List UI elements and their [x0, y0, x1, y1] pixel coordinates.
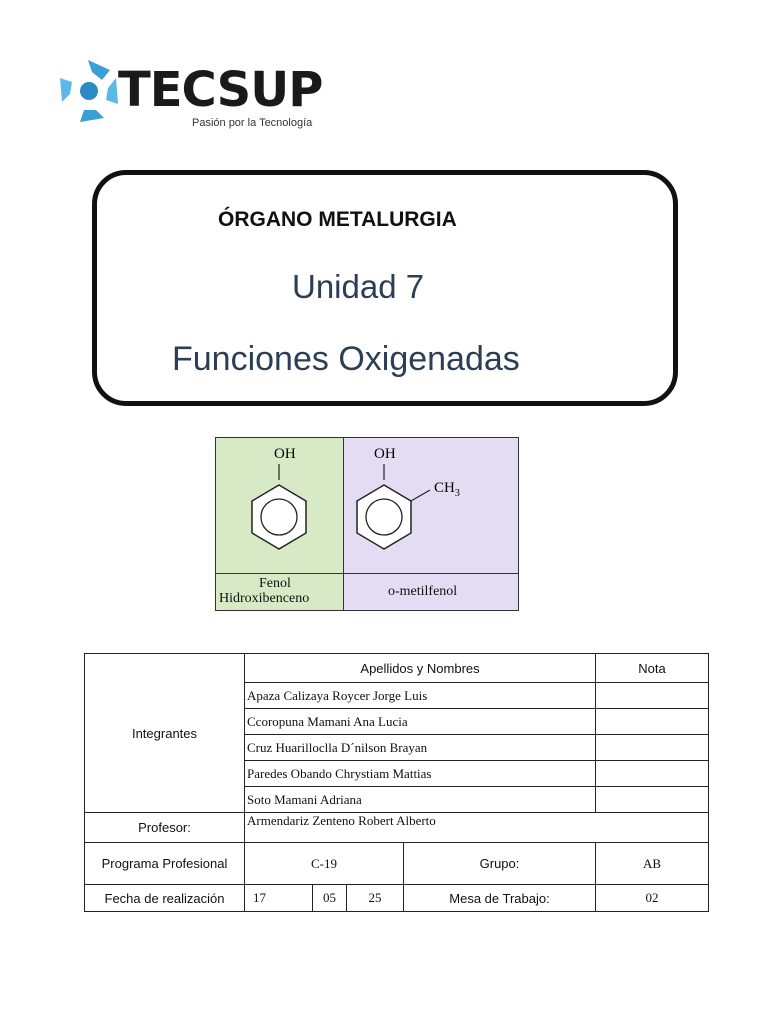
methylphenol-structure-icon [344, 438, 518, 574]
member-name: Soto Mamani Adriana [245, 787, 596, 813]
member-grade [596, 787, 709, 813]
member-name: Cruz Huarilloclla D´nilson Brayan [245, 735, 596, 761]
svg-text:OH: OH [274, 446, 296, 462]
unit-title: Unidad 7 [292, 268, 425, 305]
professor-label: Profesor: [85, 813, 245, 843]
worktable-value: 02 [596, 885, 709, 912]
topic-title: Funciones Oxigenadas [172, 340, 520, 378]
date-day: 17 [245, 885, 313, 912]
members-label: Integrantes [85, 654, 245, 813]
grade-header: Nota [596, 654, 709, 683]
methylphenol-cell [344, 438, 518, 574]
phenol-structure-icon [216, 438, 344, 574]
organ-title: ÓRGANO METALURGIA [218, 208, 457, 231]
group-label: Grupo: [404, 843, 596, 885]
member-grade [596, 761, 709, 787]
member-name: Paredes Obando Chrystiam Mattias [245, 761, 596, 787]
phenol-name: Fenol [259, 576, 291, 591]
member-name: Ccoropuna Mamani Ana Lucia [245, 709, 596, 735]
logo-tagline: Pasión por la Tecnología [192, 117, 313, 129]
methylphenol-caption: o-metilfenol [344, 574, 518, 610]
phenol-caption [216, 574, 344, 610]
svg-text:OH: OH [374, 446, 396, 462]
logo-mark-icon [60, 60, 118, 122]
professor-name: Armendariz Zenteno Robert Alberto [245, 813, 709, 843]
member-grade [596, 735, 709, 761]
program-label: Programa Profesional [85, 843, 245, 885]
member-grade [596, 683, 709, 709]
date-label: Fecha de realización [85, 885, 245, 912]
group-value: AB [596, 843, 709, 885]
structures-figure [215, 437, 519, 611]
program-value: C-19 [245, 843, 404, 885]
info-table [84, 653, 709, 912]
worktable-label: Mesa de Trabajo: [404, 885, 596, 912]
member-name: Apaza Calizaya Roycer Jorge Luis [245, 683, 596, 709]
phenol-alt-name: Hidroxibenceno [219, 591, 310, 606]
phenol-cell [216, 438, 344, 574]
date-month: 05 [313, 885, 347, 912]
logo-wordmark: TECSUP [118, 62, 323, 118]
svg-text:CH3: $CH_3$ [434, 480, 460, 499]
member-grade [596, 709, 709, 735]
date-year: 25 [347, 885, 404, 912]
names-header: Apellidos y Nombres [245, 654, 596, 683]
